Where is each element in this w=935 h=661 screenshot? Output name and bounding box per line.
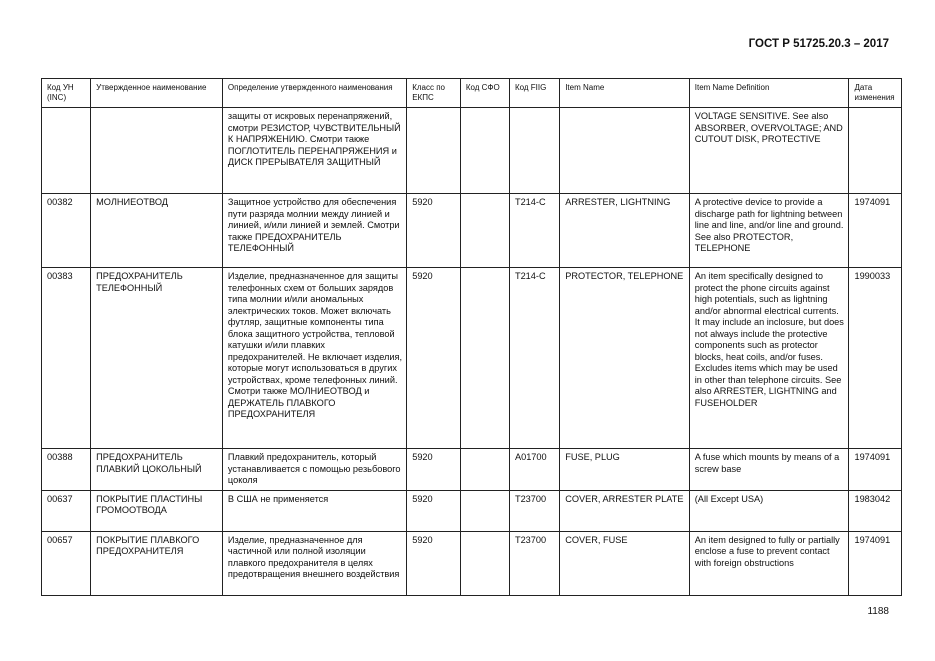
cell-item-name-definition: (All Except USA) (689, 490, 849, 531)
cell-approved-name: ПРЕДОХРАНИТЕЛЬ ТЕЛЕФОННЫЙ (91, 268, 223, 449)
cell-definition: защиты от искровых перенапряжений, смотри РЕЗИСТОР, ЧУВСТВИТЕЛЬНЫЙ К НАПРЯЖЕНИЮ. Смотри также ПОГЛОТИТЕЛЬ ПЕРЕНАПРЯЖЕНИЯ и ДИСК ПРЕРЫВАТЕЛЯ ЗАЩИТНЫЙ (222, 108, 406, 194)
column-header-definition: Определение утвержденного наименования (222, 79, 406, 108)
cell-approved-name (91, 108, 223, 194)
cell-change-date: 1990033 (849, 268, 902, 449)
table-row (42, 194, 902, 268)
cell-sfo-code (460, 531, 509, 595)
cell-approved-name: МОЛНИЕОТВОД (91, 194, 223, 268)
cell-inc: 00637 (42, 490, 91, 531)
column-header-inc: Код УН (INC) (42, 79, 91, 108)
cell-sfo-code (460, 268, 509, 449)
cell-fiig-code: T214-C (509, 194, 559, 268)
table-row (42, 490, 902, 531)
cell-sfo-code (460, 490, 509, 531)
table-row (42, 449, 902, 491)
cell-approved-name: ПРЕДОХРАНИТЕЛЬ ПЛАВКИЙ ЦОКОЛЬНЫЙ (91, 449, 223, 491)
cell-approved-name: ПОКРЫТИЕ ПЛАВКОГО ПРЕДОХРАНИТЕЛЯ (91, 531, 223, 595)
cell-item-name: FUSE, PLUG (560, 449, 690, 491)
cell-definition: Защитное устройство для обеспечения пути разряда молнии между линией и линией, и/или линией и землей. Смотри также ПРЕДОХРАНИТЕЛЬ ТЕЛЕФОННЫЙ (222, 194, 406, 268)
column-header-ekps-class: Класс по ЕКПС (407, 79, 461, 108)
cell-fiig-code: T23700 (509, 531, 559, 595)
cell-fiig-code: A01700 (509, 449, 559, 491)
cell-ekps-class: 5920 (407, 449, 461, 491)
cell-inc: 00657 (42, 531, 91, 595)
cell-item-name: COVER, ARRESTER PLATE (560, 490, 690, 531)
cell-ekps-class (407, 108, 461, 194)
table-row (42, 531, 902, 595)
cell-inc: 00383 (42, 268, 91, 449)
cell-definition: В США не применяется (222, 490, 406, 531)
cell-sfo-code (460, 108, 509, 194)
cell-inc: 00388 (42, 449, 91, 491)
cell-fiig-code (509, 108, 559, 194)
column-header-item-name-definition: Item Name Definition (689, 79, 849, 108)
cell-fiig-code: T214-C (509, 268, 559, 449)
nomenclature-table (41, 78, 902, 596)
cell-change-date: 1974091 (849, 531, 902, 595)
cell-ekps-class: 5920 (407, 490, 461, 531)
cell-item-name-definition: A fuse which mounts by means of a screw base (689, 449, 849, 491)
cell-item-name-definition: A protective device to provide a discharge path for lightning between line and line, and/or line and ground. See also PROTECTOR, TELEPHONE (689, 194, 849, 268)
cell-inc: 00382 (42, 194, 91, 268)
cell-item-name-definition: An item specifically designed to protect the phone circuits against high potentials, such as lightning and/or abnormal electrical currents. It may include an inclosure, but does not always include the protective components such as protector blocks, heat coils, and/or fuses. Excludes items which may be used in other than telephone circuits. See also ARRESTER, LIGHTNING and FUSEHOLDER (689, 268, 849, 449)
cell-item-name (560, 108, 690, 194)
cell-definition: Плавкий предохранитель, который устанавливается с помощью резьбового цоколя (222, 449, 406, 491)
page-number: 1188 (867, 606, 889, 617)
cell-inc (42, 108, 91, 194)
cell-item-name: ARRESTER, LIGHTNING (560, 194, 690, 268)
column-header-sfo-code: Код СФО (460, 79, 509, 108)
column-header-fiig-code: Код FIIG (509, 79, 559, 108)
cell-change-date (849, 108, 902, 194)
cell-item-name: PROTECTOR, TELEPHONE (560, 268, 690, 449)
table-row (42, 108, 902, 194)
cell-item-name-definition: VOLTAGE SENSITIVE. See also ABSORBER, OVERVOLTAGE; AND CUTOUT DISK, PROTECTIVE (689, 108, 849, 194)
cell-change-date: 1983042 (849, 490, 902, 531)
cell-ekps-class: 5920 (407, 194, 461, 268)
cell-ekps-class: 5920 (407, 268, 461, 449)
cell-ekps-class: 5920 (407, 531, 461, 595)
cell-item-name-definition: An item designed to fully or partially enclose a fuse to prevent contact with foreign obstructions (689, 531, 849, 595)
cell-definition: Изделие, предназначенное для защиты телефонных схем от больших зарядов типа молнии и/или аномальных электрических токов. Может включать футляр, защитные компоненты типа блока защитного устройства, тепловой катушки и/или плавких предохранителей. Не включает изделия, которые могут использоваться в других устройствах, кроме телефонных линий. Смотри также МОЛНИЕОТВОД и ДЕРЖАТЕЛЬ ПЛАВКОГО ПРЕДОХРАНИТЕЛЯ (222, 268, 406, 449)
column-header-approved-name: Утвержденное наименование (91, 79, 223, 108)
cell-change-date: 1974091 (849, 449, 902, 491)
cell-sfo-code (460, 194, 509, 268)
cell-fiig-code: T23700 (509, 490, 559, 531)
standard-code-header: ГОСТ Р 51725.20.3 – 2017 (748, 38, 889, 50)
cell-approved-name: ПОКРЫТИЕ ПЛАСТИНЫ ГРОМООТВОДА (91, 490, 223, 531)
cell-item-name: COVER, FUSE (560, 531, 690, 595)
column-header-item-name: Item Name (560, 79, 690, 108)
cell-definition: Изделие, предназначенное для частичной или полной изоляции плавкого предохранителя в целях предотвращения внешнего воздействия (222, 531, 406, 595)
table-header-row (42, 79, 902, 108)
cell-sfo-code (460, 449, 509, 491)
table-row (42, 268, 902, 449)
cell-change-date: 1974091 (849, 194, 902, 268)
column-header-change-date: Дата изменения (849, 79, 902, 108)
